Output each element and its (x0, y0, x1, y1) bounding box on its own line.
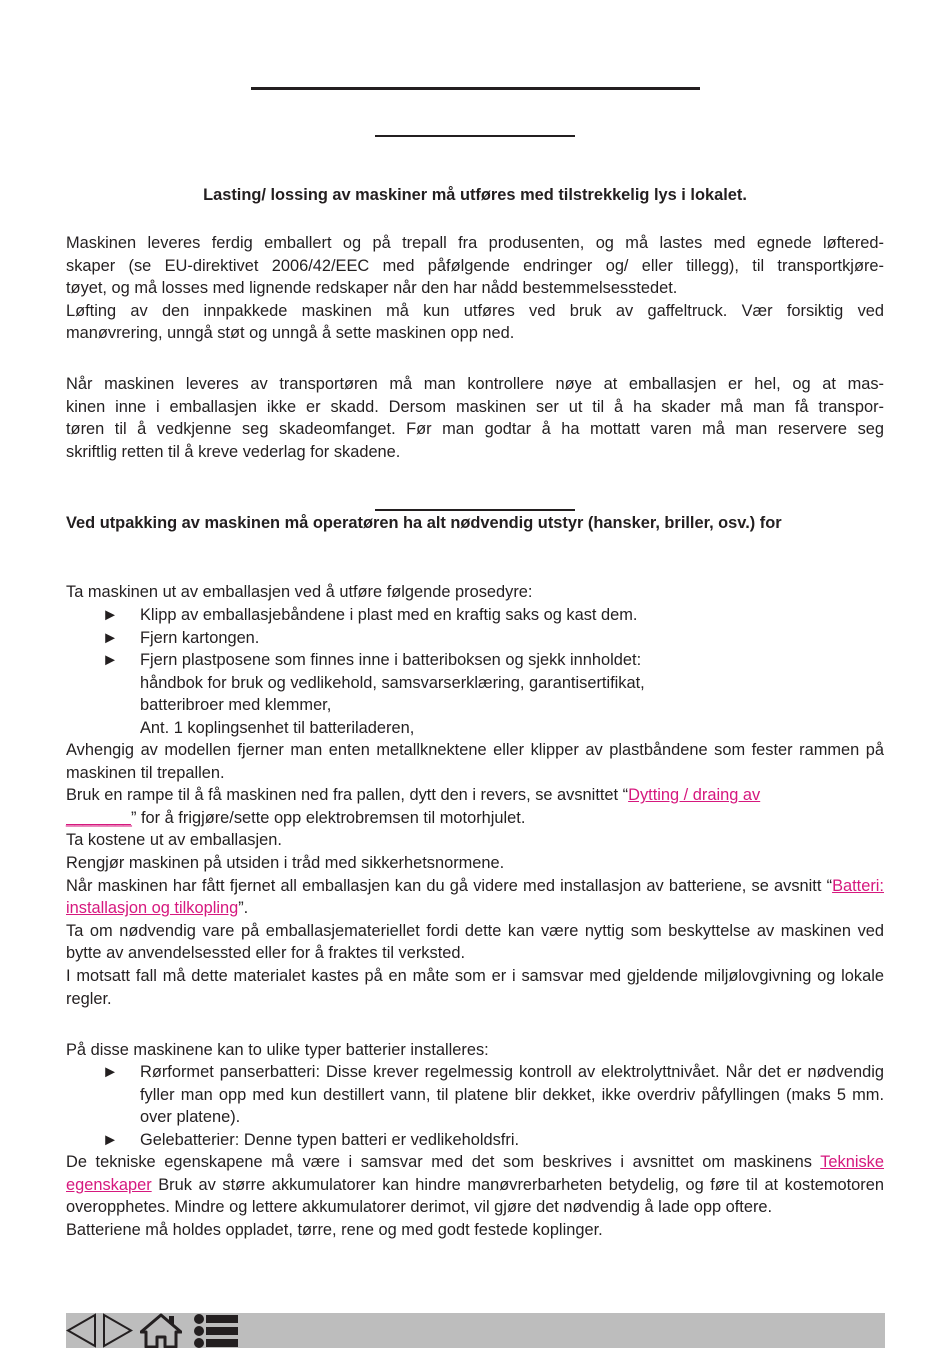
push-tow-link[interactable]: Dytting / draing av (628, 786, 761, 805)
title-rule (251, 87, 700, 90)
push-tow-link-continued[interactable]: ________ (66, 808, 131, 827)
unpacking-warning: Ved utpakking av maskinen må operatøren ha alt nødvendig utstyr (hansker, briller, osv.) for (66, 514, 782, 532)
lighting-heading: Lasting/ lossing av maskiner må utføres med tilstrekkelig lys i lokalet. (203, 186, 747, 204)
next-page-icon[interactable] (101, 1313, 133, 1348)
list-item: ► Fjern plastposene som finnes inne i batteriboksen og sjekk innholdet: håndbok for bruk og vedlikehold, samsvarserklæring, garantisertifikat, batteribroer med klemmer, Ant. 1 koplingsenhet til batteriladeren, (66, 649, 884, 739)
section-rule (375, 509, 575, 511)
bullet-arrow-icon: ► (102, 1130, 119, 1149)
previous-page-icon[interactable] (66, 1313, 98, 1348)
unpacking-instructions: Avhengig av modellen fjerner man enten metallknektene eller klipper av plastbåndene som fester rammen på maskinen til trepallen. Bruk en rampe til å få maskinen ned fra pallen, dytt den i revers, se avsnittet “Dytting / draing av ________” for å frigjøre/sette opp elektrobremsen til motorhjulet. Ta kostene ut av emballasjen. Rengjør maskinen på utsiden i tråd med sikkerhetsnormene. Når maskinen har fått fjernet all emballasjen kan du gå videre med installasjon av batteriene, se avsnitt “Batteri: installasjon og tilkopling”. Ta om nødvendig vare på emballasjemateriellet fordi dette kan være nyttig som beskyttelse av maskinen ved bytte av anvendelsessted eller for å fraktes til verksted. I motsatt fall må dette materialet kastes på en måte som er i samsvar med gjeldende miljølovgivning og lokale regler. (66, 741, 884, 1008)
home-icon[interactable] (140, 1313, 182, 1348)
contents-line: batteribroer med klemmer, (140, 696, 332, 715)
contents-list-icon[interactable] (192, 1313, 240, 1348)
battery-installation-link[interactable]: Batteri: installasjon og tilkopling (66, 876, 884, 918)
battery-specs: De tekniske egenskapene må være i samsvar med det som beskrives i avsnittet om maskinens Tekniske egenskaper Bruk av større akkumulatorer kan hindre manøvrerbarheten betydelig, og føre til at kostemotoren overopphetes. Mindre og lettere akkumulatorer derimot, vil gjøre det nødvendig å lade opp oftere. Batteriene må holdes oppladet, tørre, rene og med godt festede koplinger. (66, 1153, 884, 1239)
bullet-arrow-icon: ► (102, 628, 119, 647)
bullet-arrow-icon: ► (102, 1063, 119, 1081)
list-item: ► Rørformet panserbatteri: Disse krever regelmessig kontroll av elektrolyttnivået. Når det er nødvendig fyller man opp med kun destillert vann, til platene blir dekket, ikke overdriv påfyllingen (maks 5 mm. over platene). (102, 1063, 884, 1127)
inspection-paragraph: Når maskinen leveres av transportøren må man kontrollere nøye at emballasjen er hel, og at mas- kinen inne i emballasjen ikke er skadd. Dersom maskinen ser ut til å ha skader må man få transpor- tøren til å vedkjenne seg skadeomfanget. Før man godtar å ha mottatt varen må man reservere seg skriftlig retten til å kreve vederlag for skadene. (66, 375, 884, 461)
battery-intro: På disse maskinene kan to ulike typer batterier installeres: (66, 1041, 489, 1059)
bullet-arrow-icon: ► (102, 651, 119, 670)
subtitle-rule (375, 135, 575, 137)
contents-line: håndbok for bruk og vedlikehold, samsvarserklæring, garantisertifikat, (140, 673, 645, 692)
contents-line: Ant. 1 koplingsenhet til batteriladeren, (140, 718, 415, 737)
list-item: ► Klipp av emballasjebåndene i plast med en kraftig saks og kast dem. (66, 604, 884, 627)
procedure-intro: Ta maskinen ut av emballasjen ved å utføre følgende prosedyre: (66, 583, 533, 601)
list-item: ► Fjern kartongen. (66, 627, 884, 650)
ramp-instruction: Bruk en rampe til å få maskinen ned fra pallen, dytt den i revers, se avsnittet “Dytting / draing av ________” for å frigjøre/sette opp elektrobremsen til motorhjulet. (66, 786, 761, 827)
specs-paragraph: De tekniske egenskapene må være i samsvar med det som beskrives i avsnittet om maskinens Tekniske egenskaper Bruk av større akkumulatorer kan hindre manøvrerbarheten betydelig, og føre til at kostemotoren overopphetes. Mindre og lettere akkumulatorer derimot, vil gjøre det nødvendig å lade opp oftere. (66, 1153, 884, 1217)
footer-nav-bar (66, 1313, 885, 1348)
battery-types (66, 1061, 884, 1151)
delivery-paragraph: Maskinen leveres ferdig emballert og på trepall fra produsenten, og må lastes med egnede løftered- skaper (se EU-direktivet 2006/42/EEC med påfølgende endringer og/ eller tillegg), til transportkjøre- tøyet, og må losses med lignende redskaper når den har nådd bestemmelsesstedet. Løfting av den innpakkede maskinen må kun utføres ved bruk av gaffeltruck. Vær forsiktig ved manøvrering, unngå støt og unngå å sette maskinen opp ned. (66, 234, 884, 343)
list-item: ► Gelebatterier: Denne typen batteri er vedlikeholdsfri. (66, 1129, 884, 1152)
technical-specs-link[interactable]: Tekniske egenskaper (66, 1153, 884, 1194)
bullet-arrow-icon: ► (102, 606, 119, 624)
procedure-steps (66, 604, 884, 740)
install-instruction: Når maskinen har fått fjernet all emballasjen kan du gå videre med installasjon av batteriene, se avsnitt “Batteri: installasjon og tilkopling”. (66, 876, 884, 918)
